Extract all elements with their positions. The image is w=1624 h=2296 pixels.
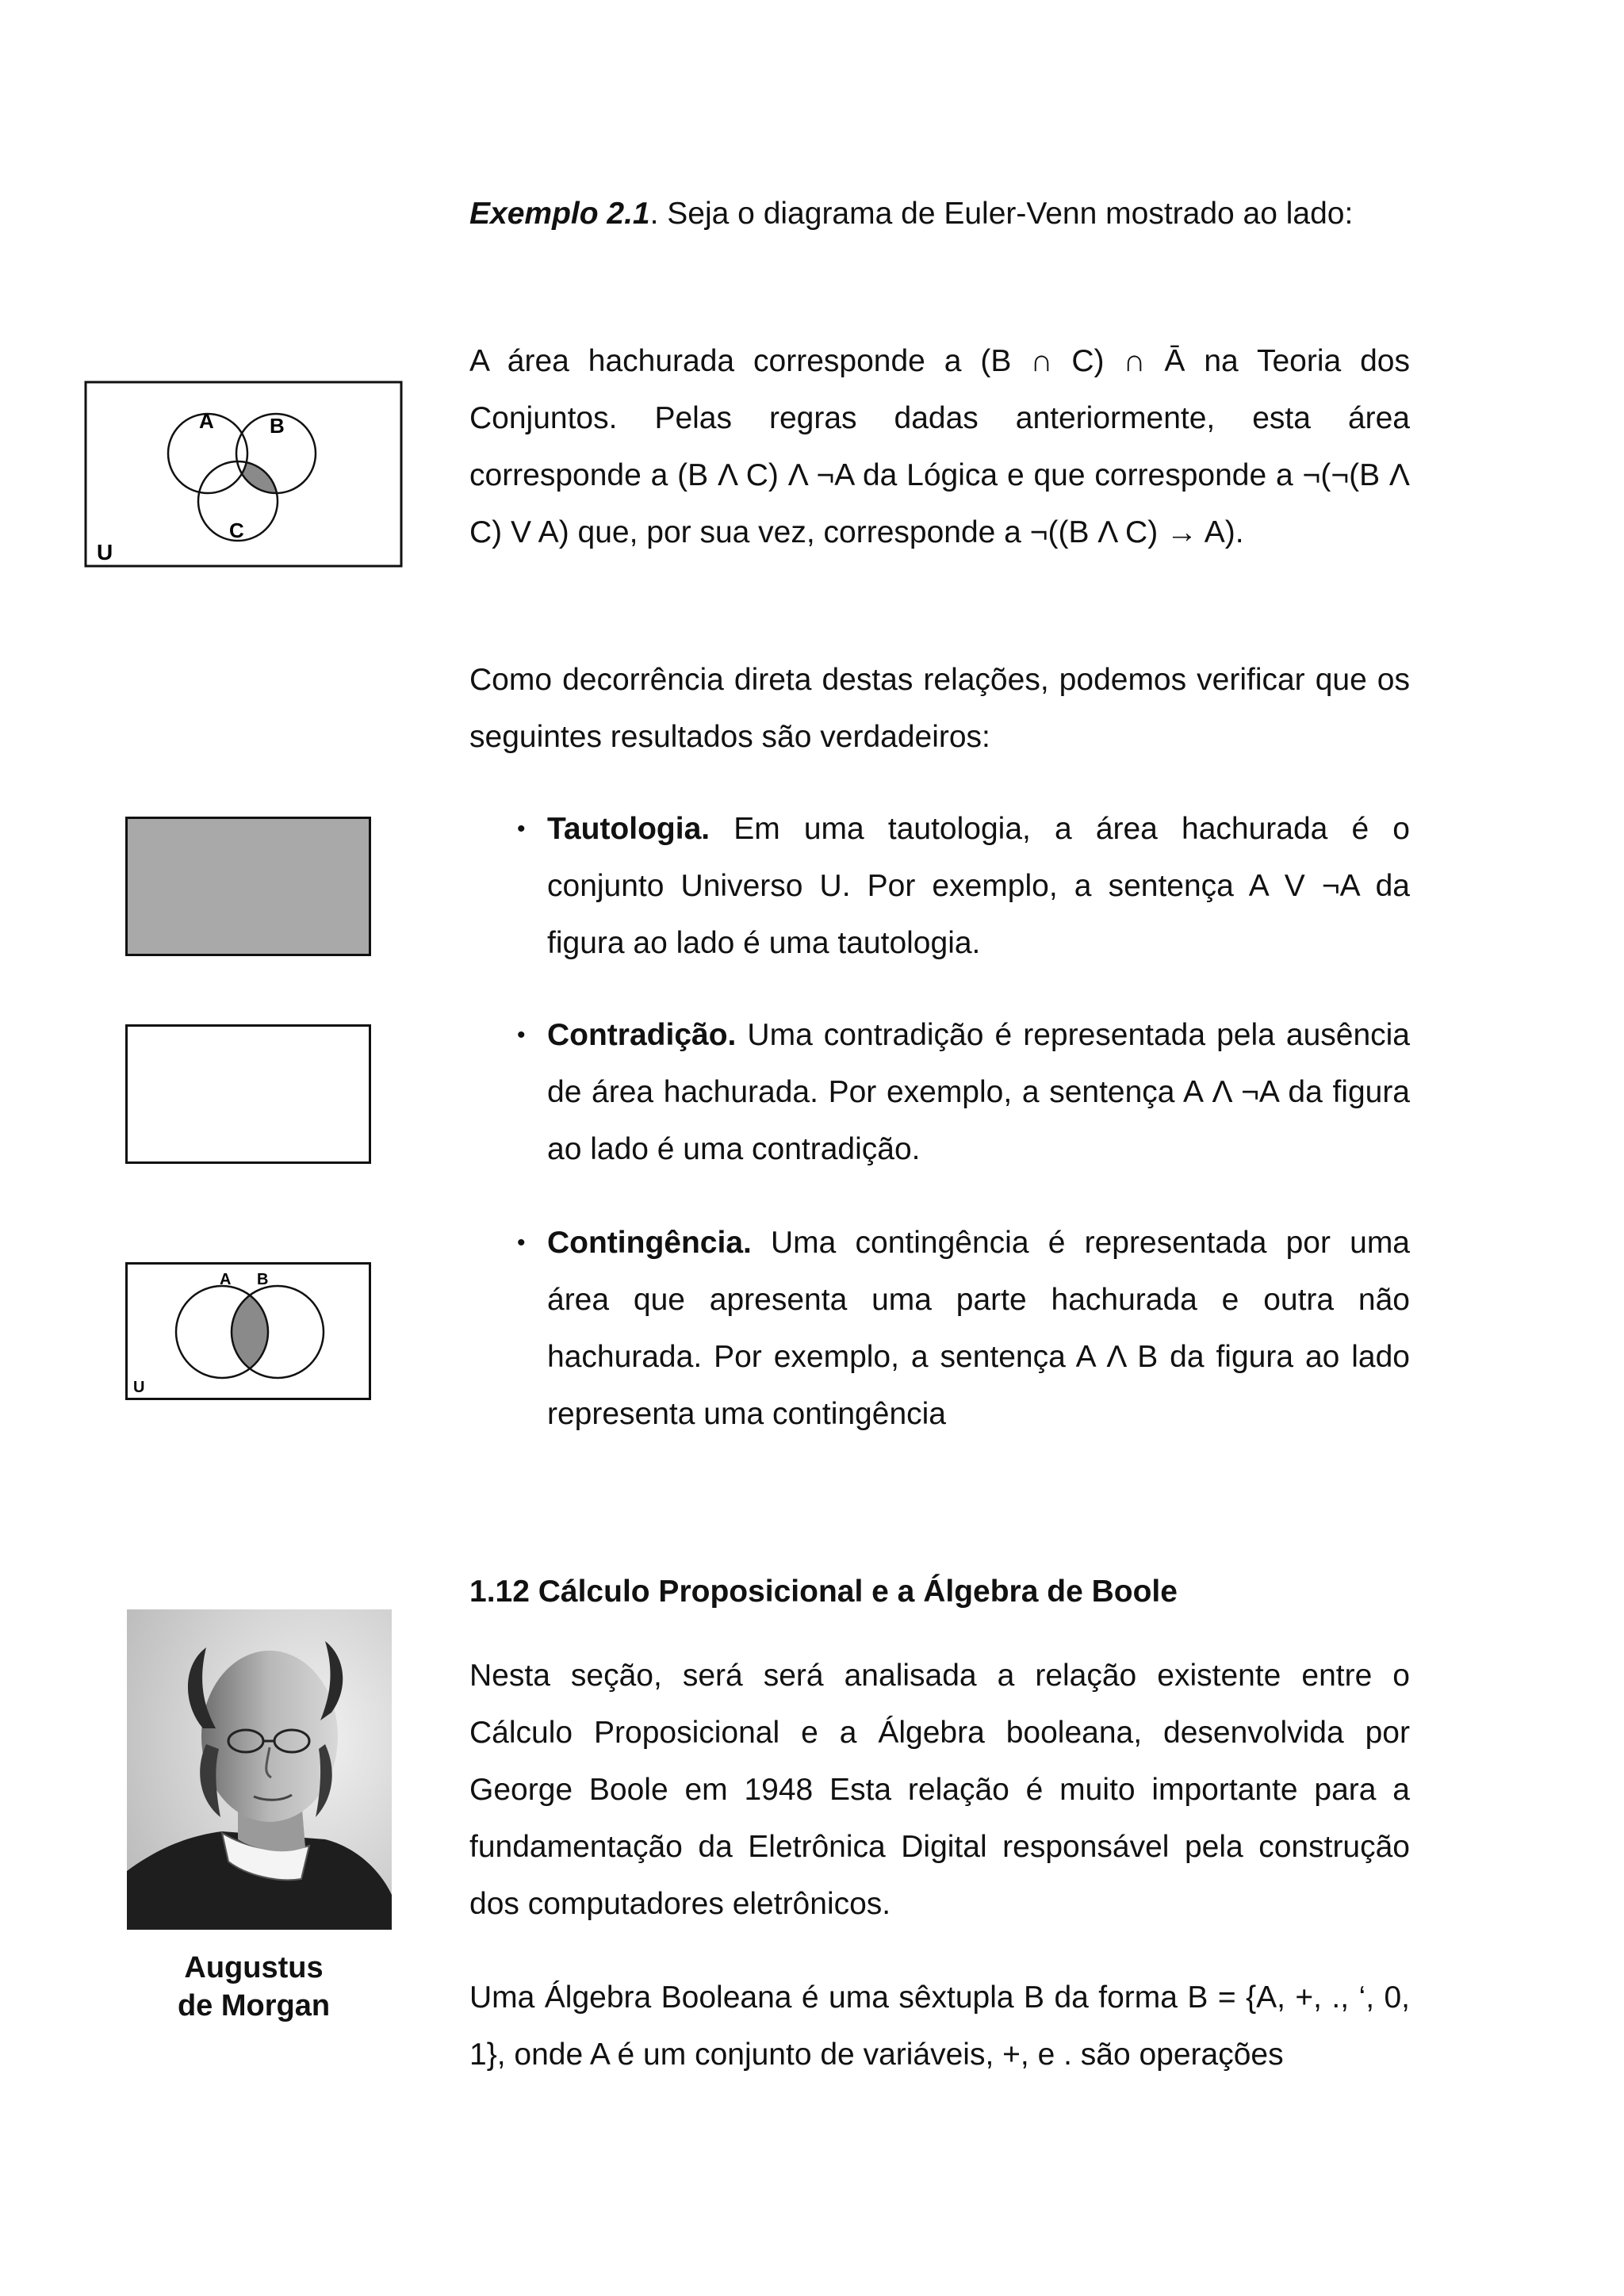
venn-diagram-two-sets xyxy=(125,1262,371,1400)
section-paragraph-2: Uma Álgebra Booleana é uma sêxtupla B da forma B = {A, +, ., ‘, 0, 1}, onde A é um conjunto de variáveis, +, e . são operações xyxy=(469,1980,1410,2072)
example-paragraph xyxy=(469,186,1410,243)
universe-rect xyxy=(127,1026,370,1163)
label-u: U xyxy=(97,540,113,564)
universe-rect xyxy=(127,818,370,955)
bullet-text: Em uma tautologia, a área hachurada é o conjunto Universo U. Por exemplo, a sentença A V ¬A da figura ao lado é uma tautologia. xyxy=(547,812,1410,960)
label-c: C xyxy=(229,519,244,542)
caption-line-2: de Morgan xyxy=(177,1989,331,2022)
label-b: B xyxy=(270,414,285,438)
bullet-icon: • xyxy=(517,816,526,842)
bullet-title: Contingência. xyxy=(547,1226,752,1260)
bullet-title: Contradição. xyxy=(547,1018,737,1052)
contradiction-diagram xyxy=(125,1024,371,1164)
section-paragraph-1: Nesta seção, será será analisada a relação existente entre o Cálculo Proposicional e a Álgebra booleana, desenvolvida por George Boole em 1948 Esta relação é muito importante para a fundamentação da Eletrônica Digital responsável pela construção dos computadores eletrônicos. xyxy=(469,1659,1410,1921)
bullet-icon: • xyxy=(517,1230,526,1256)
label-a: A xyxy=(199,409,214,433)
portrait-caption xyxy=(127,1949,381,2025)
bullet-text: Uma contradição é representada pela ausência de área hachurada. Por exemplo, a sentença A Λ ¬A da figura ao lado é uma contradição. xyxy=(547,1018,1410,1166)
bullet-contradiction xyxy=(517,1007,1410,1178)
example-label-suffix: . xyxy=(649,197,659,231)
bullet-tautology xyxy=(517,801,1410,972)
bullet-title: Tautologia. xyxy=(547,812,710,846)
label-u: U xyxy=(133,1379,145,1396)
example-label: Exemplo 2.1 xyxy=(469,197,650,231)
hatched-area-paragraph: A área hachurada corresponde a (B ∩ C) ∩ Ā na Teoria dos Conjuntos. Pelas regras dadas anteriormente, esta área corresponde a (B Λ C) Λ ¬A da Lógica e que corresponde a ¬(¬(B Λ C) V A) que, por sua vez, corresponde a ¬((B Λ C) → A). xyxy=(469,344,1410,549)
bullet-text: Uma contingência é representada por uma área que apresenta uma parte hachurada e outra não hachurada. Por exemplo, a sentença A Λ B da figura ao lado representa uma contingência xyxy=(547,1226,1410,1431)
tautology-diagram xyxy=(125,817,371,956)
label-a: A xyxy=(220,1271,232,1288)
bullet-contingency xyxy=(517,1215,1410,1443)
label-b: B xyxy=(257,1271,269,1288)
venn-diagram-three-sets xyxy=(84,381,403,568)
example-text: Seja o diagrama de Euler-Venn mostrado ao lado: xyxy=(658,197,1354,231)
bullet-icon: • xyxy=(517,1022,526,1048)
consequence-paragraph: Como decorrência direta destas relações, podemos verificar que os seguintes resultados são verdadeiros: xyxy=(469,663,1410,754)
caption-line-1: Augustus xyxy=(184,1951,324,1984)
section-heading: 1.12 Cálculo Proposicional e a Álgebra de Boole xyxy=(469,1575,1178,1609)
portrait-augustus-de-morgan xyxy=(127,1609,392,1930)
